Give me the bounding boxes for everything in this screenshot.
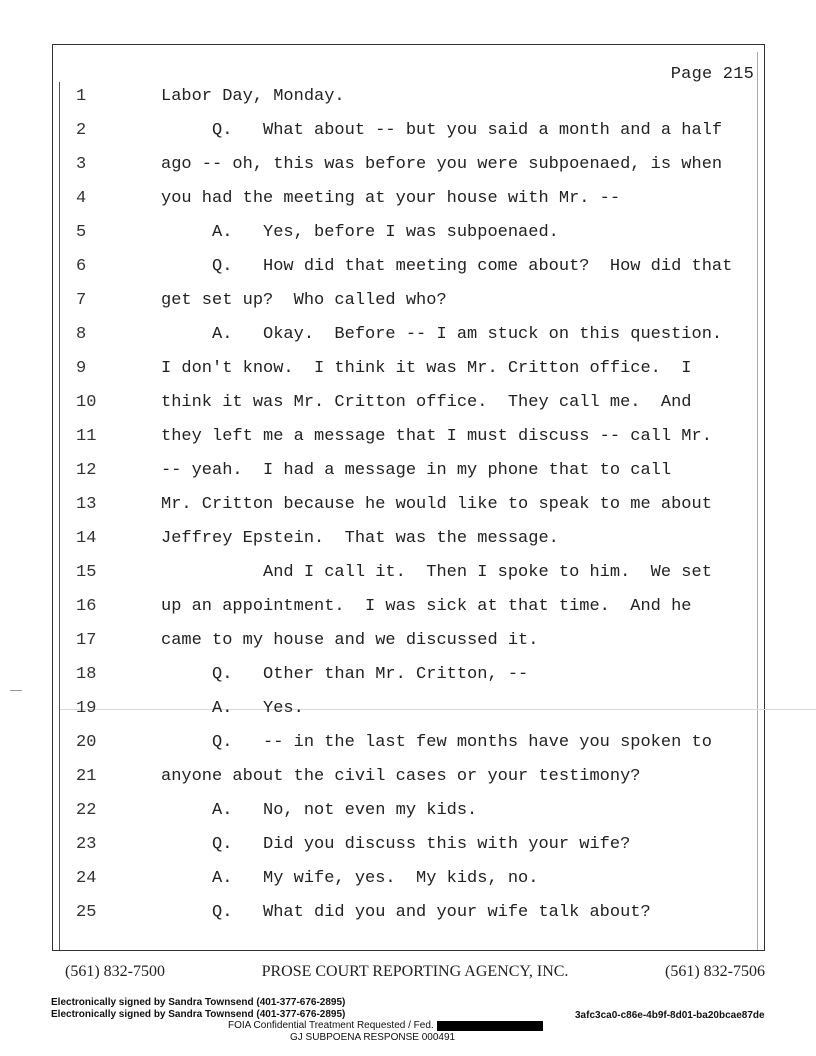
phone-right: (561) 832-7506	[665, 963, 765, 980]
line-number: 1	[76, 87, 87, 106]
page-number: Page 215	[670, 65, 754, 84]
line-text: up an appointment. I was sick at that time. And he	[161, 597, 692, 616]
line-number: 6	[76, 257, 87, 276]
transcript-line	[0, 665, 816, 699]
line-text: Mr. Critton because he would like to speak to me about	[161, 495, 712, 514]
transcript-line	[0, 597, 816, 631]
line-text: they left me a message that I must discuss -- call Mr.	[161, 427, 712, 446]
transcript-line	[0, 699, 816, 733]
line-text: Q. What did you and your wife talk about?	[161, 903, 651, 922]
transcript-line	[0, 121, 816, 155]
foia-text: FOIA Confidential Treatment Requested / Fed.	[228, 1020, 434, 1031]
line-number: 12	[76, 461, 97, 480]
bates-number: GJ SUBPOENA RESPONSE 000491	[290, 1032, 456, 1043]
transcript-line	[0, 563, 816, 597]
line-text: ago -- oh, this was before you were subpoenaed, is when	[161, 155, 723, 174]
foia-notice	[228, 1020, 543, 1031]
line-number: 13	[76, 495, 97, 514]
line-text: you had the meeting at your house with Mr. --	[161, 189, 621, 208]
agency-name: PROSE COURT REPORTING AGENCY, INC.	[261, 963, 569, 980]
line-text: A. Okay. Before -- I am stuck on this question.	[161, 325, 723, 344]
line-text: Jeffrey Epstein. That was the message.	[161, 529, 559, 548]
transcript-line	[0, 427, 816, 461]
line-number: 22	[76, 801, 97, 820]
redaction-bar	[437, 1021, 543, 1031]
line-text: A. My wife, yes. My kids, no.	[161, 869, 539, 888]
line-number: 20	[76, 733, 97, 752]
transcript-line	[0, 87, 816, 121]
line-number: 14	[76, 529, 97, 548]
transcript-line	[0, 529, 816, 563]
line-text: Q. How did that meeting come about? How did that	[161, 257, 733, 276]
line-number: 8	[76, 325, 87, 344]
line-number: 7	[76, 291, 87, 310]
line-text: I don't know. I think it was Mr. Critton office. I	[161, 359, 692, 378]
line-text: A. Yes, before I was subpoenaed.	[161, 223, 559, 242]
line-text: And I call it. Then I spoke to him. We set	[161, 563, 712, 582]
transcript-line	[0, 291, 816, 325]
transcript-line	[0, 359, 816, 393]
line-text: -- yeah. I had a message in my phone that to call	[161, 461, 672, 480]
line-text: Q. Other than Mr. Critton, --	[161, 665, 529, 684]
line-number: 9	[76, 359, 87, 378]
line-number: 15	[76, 563, 97, 582]
line-number: 23	[76, 835, 97, 854]
line-number: 3	[76, 155, 87, 174]
line-text: A. Yes.	[161, 699, 304, 718]
transcript-line	[0, 393, 816, 427]
line-number: 5	[76, 223, 87, 242]
transcript-line	[0, 733, 816, 767]
line-text: Labor Day, Monday.	[161, 87, 345, 106]
transcript-line	[0, 767, 816, 801]
signature-line-2: Electronically signed by Sandra Townsend (401-377-676-2895)	[51, 1009, 346, 1020]
line-number: 25	[76, 903, 97, 922]
line-number: 19	[76, 699, 97, 718]
line-text: Q. What about -- but you said a month and a half	[161, 121, 723, 140]
transcript-line	[0, 495, 816, 529]
line-number: 21	[76, 767, 97, 786]
line-number: 11	[76, 427, 97, 446]
signature-line-1: Electronically signed by Sandra Townsend (401-377-676-2895)	[51, 997, 346, 1008]
transcript-line	[0, 189, 816, 223]
phone-left: (561) 832-7500	[65, 963, 165, 980]
line-text: think it was Mr. Critton office. They call me. And	[161, 393, 692, 412]
transcript-line	[0, 257, 816, 291]
transcript-line	[0, 325, 816, 359]
line-number: 24	[76, 869, 97, 888]
line-text: Q. Did you discuss this with your wife?	[161, 835, 631, 854]
line-text: get set up? Who called who?	[161, 291, 447, 310]
line-number: 4	[76, 189, 87, 208]
transcript-lines	[0, 87, 816, 937]
transcript-line	[0, 461, 816, 495]
line-number: 16	[76, 597, 97, 616]
transcript-line	[0, 223, 816, 257]
transcript-line	[0, 155, 816, 189]
transcript-line	[0, 869, 816, 903]
transcript-line	[0, 835, 816, 869]
line-text: anyone about the civil cases or your testimony?	[161, 767, 641, 786]
line-text: A. No, not even my kids.	[161, 801, 478, 820]
line-number: 18	[76, 665, 97, 684]
line-number: 2	[76, 121, 87, 140]
transcript-line	[0, 801, 816, 835]
line-text: came to my house and we discussed it.	[161, 631, 539, 650]
line-number: 17	[76, 631, 97, 650]
agency-footer	[65, 963, 765, 981]
line-text: Q. -- in the last few months have you spoken to	[161, 733, 712, 752]
transcript-line	[0, 903, 816, 937]
line-number: 10	[76, 393, 97, 412]
document-hash: 3afc3ca0-c86e-4b9f-8d01-ba20bcae87de	[575, 1010, 765, 1021]
transcript-line	[0, 631, 816, 665]
